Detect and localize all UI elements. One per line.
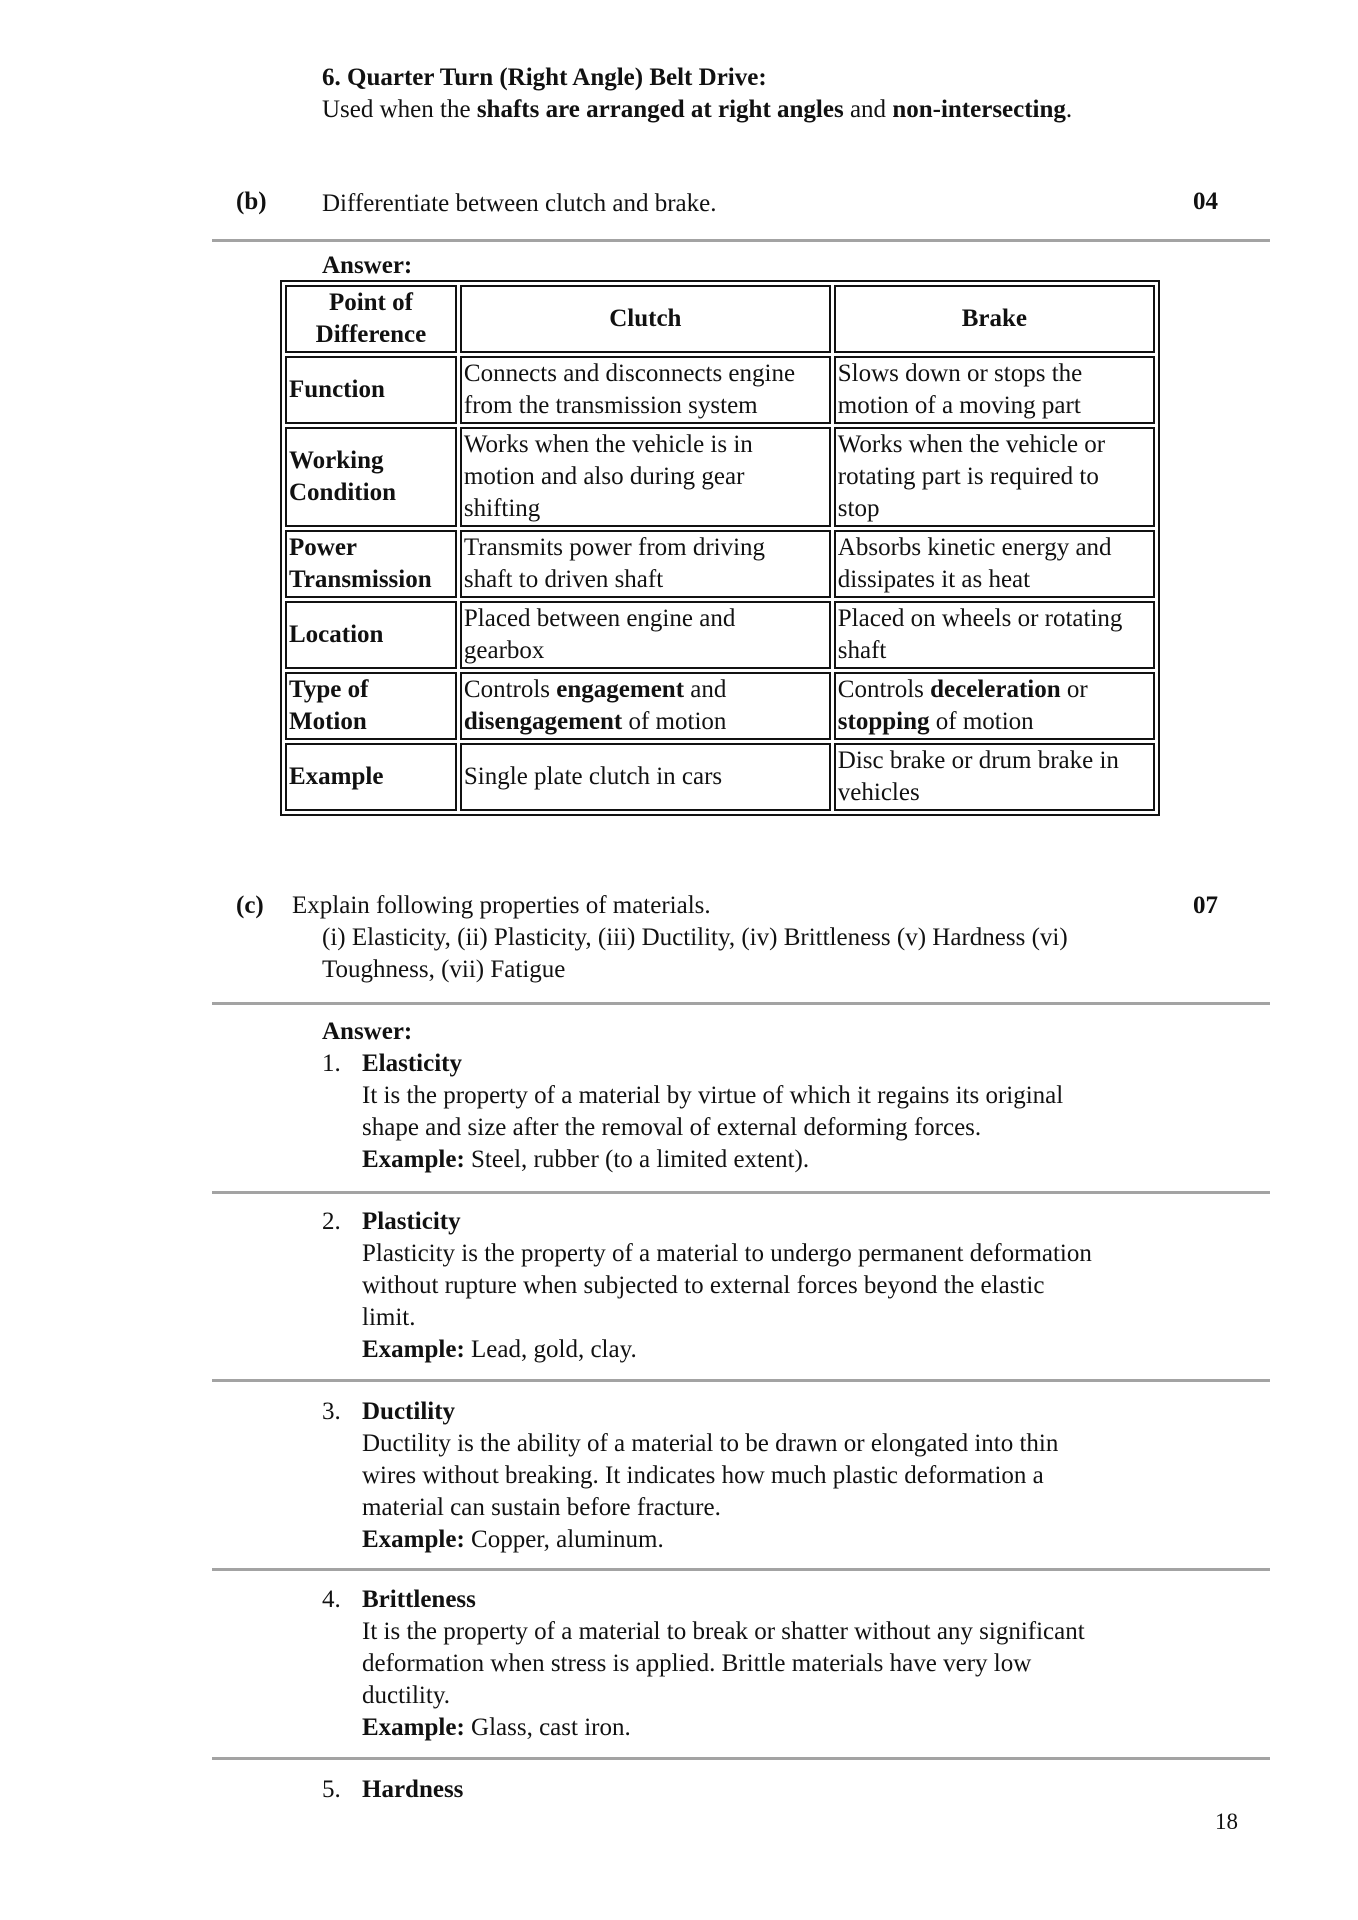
cell-line: Power [289, 534, 358, 561]
question-c-marks: 07 [1193, 892, 1218, 919]
page-number: 18 [1215, 1809, 1238, 1834]
cell-line [838, 358, 1151, 390]
item-title: Hardness [362, 1776, 464, 1803]
cell-line [838, 603, 1151, 635]
item-line: limit. [362, 1304, 416, 1331]
divider-rule [212, 1002, 1270, 1005]
cell-text: Disc brake or drum brake in [837, 747, 1119, 774]
cell-text: Controls [463, 676, 557, 703]
cell-line: Example [289, 763, 384, 790]
table-row [285, 356, 1155, 424]
question-c-subline-1: (i) Elasticity, (ii) Plasticity, (iii) Ductility, (iv) Brittleness (v) Hardness (vi) [322, 924, 1068, 951]
cell-line [838, 461, 1151, 493]
cell-text: Placed between engine and [463, 605, 736, 632]
cell-text: Works when the vehicle or [837, 431, 1106, 458]
header-clutch: Clutch [460, 285, 831, 353]
cell-clutch [460, 427, 831, 527]
cell-line [838, 429, 1151, 461]
table-row [285, 530, 1155, 598]
cell-line [838, 635, 1151, 667]
question-b-answer-label: Answer: [322, 252, 413, 279]
divider-rule [212, 239, 1270, 242]
cell-brake [834, 530, 1155, 598]
header-brake: Brake [834, 285, 1155, 353]
divider-rule [212, 1191, 1270, 1194]
item-line: deformation when stress is applied. Brittle materials have very low [362, 1650, 1032, 1677]
cell-line: Function [289, 376, 385, 403]
cell-point-of-difference [285, 601, 457, 669]
desc-part: Used when the [322, 96, 477, 123]
cell-brake [834, 427, 1155, 527]
question-c-subline-2: Toughness, (vii) Fatigue [322, 956, 566, 983]
cell-text: rotating part is required to [837, 463, 1099, 490]
cell-text: Absorbs kinetic energy and [837, 534, 1112, 561]
example-label: Example: [362, 1336, 465, 1363]
cell-text: shifting [463, 495, 541, 522]
cell-text: Controls [837, 676, 931, 703]
item-number: 3. [322, 1398, 341, 1425]
quarter-turn-description [322, 94, 1072, 126]
cell-line [838, 674, 1151, 706]
cell-line: Condition [289, 479, 396, 506]
item-title: Plasticity [362, 1208, 461, 1235]
item-line: without rupture when subjected to external forces beyond the elastic [362, 1272, 1045, 1299]
section-heading-quarter-turn: 6. Quarter Turn (Right Angle) Belt Drive: [322, 64, 767, 91]
item-line: material can sustain before fracture. [362, 1494, 721, 1521]
table-row [285, 601, 1155, 669]
cell-text: gearbox [463, 637, 545, 664]
cell-text: Connects and disconnects engine [463, 360, 796, 387]
cell-line [838, 493, 1151, 525]
cell-line [838, 745, 1151, 777]
header-line: Point of [328, 289, 413, 316]
cell-text: of motion [622, 708, 727, 735]
cell-line [464, 674, 827, 706]
cell-brake [834, 743, 1155, 811]
item-title: Elasticity [362, 1050, 462, 1077]
cell-text: Transmits power from driving [463, 534, 766, 561]
cell-text-bold: deceleration [930, 676, 1061, 703]
table-header-row [285, 285, 1155, 353]
item-example [362, 1334, 637, 1366]
question-c-label: (c) [236, 892, 264, 919]
cell-text: shaft [837, 637, 887, 664]
table-row [285, 743, 1155, 811]
cell-text-bold: engagement [556, 676, 685, 703]
cell-point-of-difference [285, 356, 457, 424]
desc-part-bold: non-intersecting [892, 96, 1066, 123]
desc-part-bold: shafts are arranged at right angles [476, 96, 844, 123]
item-number: 1. [322, 1050, 341, 1077]
cell-text: Single plate clutch in cars [463, 763, 723, 790]
example-value: Steel, rubber (to a limited extent). [464, 1146, 810, 1173]
cell-line [838, 564, 1151, 596]
question-b-label: (b) [236, 188, 267, 215]
cell-point-of-difference [285, 427, 457, 527]
cell-text: and [684, 676, 727, 703]
cell-clutch [460, 672, 831, 740]
cell-line: Type of [289, 676, 369, 703]
cell-point-of-difference [285, 672, 457, 740]
item-title: Ductility [362, 1398, 456, 1425]
cell-brake [834, 601, 1155, 669]
cell-line [838, 390, 1151, 422]
cell-point-of-difference [285, 530, 457, 598]
divider-rule [212, 1568, 1270, 1571]
cell-line [464, 390, 827, 422]
item-line: Ductility is the ability of a material to be drawn or elongated into thin [362, 1430, 1059, 1457]
desc-part: and [843, 96, 893, 123]
cell-line [464, 603, 827, 635]
cell-text: vehicles [837, 779, 920, 806]
cell-line [464, 493, 827, 525]
cell-line: Working [289, 447, 384, 474]
header-point-of-difference [285, 285, 457, 353]
example-value: Lead, gold, clay. [464, 1336, 637, 1363]
cell-brake [834, 672, 1155, 740]
example-label: Example: [362, 1714, 465, 1741]
cell-brake [834, 356, 1155, 424]
question-c-answer-label: Answer: [322, 1018, 413, 1045]
desc-part: . [1065, 96, 1073, 123]
example-value: Copper, aluminum. [464, 1526, 664, 1553]
cell-text: Works when the vehicle is in [463, 431, 753, 458]
cell-line [464, 532, 827, 564]
example-label: Example: [362, 1146, 465, 1173]
clutch-vs-brake-table [280, 280, 1160, 816]
cell-line [838, 777, 1151, 809]
example-label: Example: [362, 1526, 465, 1553]
header-line: Difference [315, 321, 427, 348]
cell-line [464, 635, 827, 667]
item-example [362, 1524, 664, 1556]
item-line: wires without breaking. It indicates how much plastic deformation a [362, 1462, 1044, 1489]
divider-rule [212, 1757, 1270, 1760]
question-b-text: Differentiate between clutch and brake. [322, 190, 717, 217]
cell-text: motion of a moving part [837, 392, 1081, 419]
cell-line [464, 429, 827, 461]
item-title: Brittleness [362, 1586, 476, 1613]
cell-text: shaft to driven shaft [463, 566, 664, 593]
cell-point-of-difference [285, 743, 457, 811]
item-line: ductility. [362, 1682, 450, 1709]
cell-text: from the transmission system [463, 392, 758, 419]
cell-line [464, 358, 827, 390]
table-row [285, 672, 1155, 740]
cell-line: Motion [289, 708, 367, 735]
item-number: 5. [322, 1776, 341, 1803]
cell-text: Slows down or stops the [837, 360, 1083, 387]
cell-line [838, 706, 1151, 738]
item-line: It is the property of a material by virtue of which it regains its original [362, 1082, 1064, 1109]
cell-line [464, 461, 827, 493]
cell-text: Placed on wheels or rotating [837, 605, 1123, 632]
cell-line [464, 761, 827, 793]
item-line: It is the property of a material to break or shatter without any significant [362, 1618, 1085, 1645]
divider-rule [212, 1379, 1270, 1382]
question-c-text: Explain following properties of materials. [292, 892, 711, 919]
cell-text: or [1060, 676, 1088, 703]
cell-clutch [460, 743, 831, 811]
cell-clutch [460, 530, 831, 598]
cell-line: Transmission [289, 566, 432, 593]
cell-text-bold: disengagement [463, 708, 623, 735]
item-line: shape and size after the removal of external deforming forces. [362, 1114, 982, 1141]
cell-line [838, 532, 1151, 564]
cell-line [464, 564, 827, 596]
item-example [362, 1712, 631, 1744]
item-number: 4. [322, 1586, 341, 1613]
example-value: Glass, cast iron. [464, 1714, 631, 1741]
cell-line: Location [289, 621, 384, 648]
cell-text: dissipates it as heat [837, 566, 1031, 593]
table-row [285, 427, 1155, 527]
cell-text: motion and also during gear [463, 463, 745, 490]
item-line: Plasticity is the property of a material to undergo permanent deformation [362, 1240, 1092, 1267]
cell-line [464, 706, 827, 738]
cell-clutch [460, 356, 831, 424]
cell-text: of motion [929, 708, 1034, 735]
cell-text: stop [837, 495, 880, 522]
item-number: 2. [322, 1208, 341, 1235]
cell-clutch [460, 601, 831, 669]
cell-text-bold: stopping [837, 708, 930, 735]
question-b-marks: 04 [1193, 188, 1218, 215]
item-example [362, 1144, 809, 1176]
